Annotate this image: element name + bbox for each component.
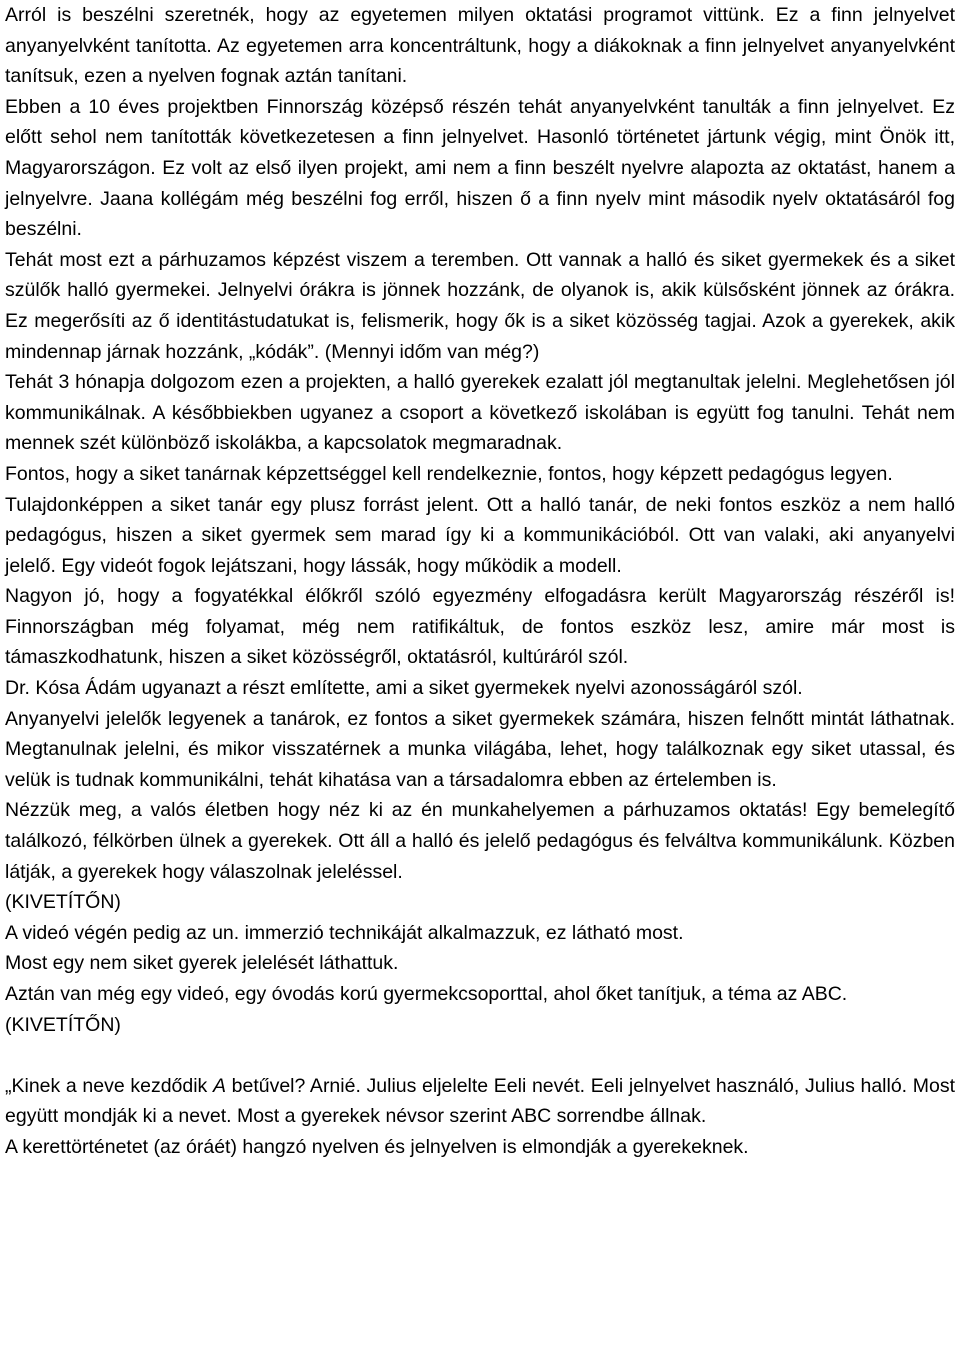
paragraph-closing: A kerettörténetet (az óráét) hangzó nyelven és jelnyelven is elmondják a gyerekeknek. [5, 1135, 749, 1158]
paragraph-quote [5, 1071, 955, 1132]
paragraph-immersion: A videó végén pedig az un. immerzió technikáját alkalmazzuk, ez látható most. [5, 921, 684, 944]
paragraph-projection-note-1: (KIVETÍTŐN) [5, 891, 121, 914]
paragraph-non-deaf-child: Most egy nem siket gyerek jelelését láthattuk. [5, 952, 399, 975]
paragraph-deaf-teacher-resource: Tulajdonképpen a siket tanár egy plusz forrást jelent. Ott a halló tanár, de neki fontos eszköz a nem halló pedagógus, hiszen a siket gyermek sem marad így ki a kommunikációból. Ott van valaki, aki anyanyelvi jelelő. Egy videót fogok lejátszani, hogy lássák, hogy működik a modell. [5, 493, 955, 577]
paragraph-another-video: Aztán van még egy videó, egy óvodás korú gyermekcsoporttal, ahol őket tanítjuk, a téma az ABC. [5, 983, 848, 1005]
paragraph-teacher-qualification: Fontos, hogy a siket tanárnak képzettséggel kell rendelkeznie, fontos, hogy képzett pedagógus legyen. [5, 462, 893, 485]
paragraph-ten-year-project: Ebben a 10 éves projektben Finnország középső részén tehát anyanyelvként tanulták a finn jelnyelvet. Ez előtt sehol nem tanították következetesen a finn jelnyelvet. Hasonló történetet jártunk végig, mint Önök itt, Magyarországon. Ez volt az első ilyen projekt, ami nem a finn beszélt nyelvre alapozta az oktatást, hanem a jelnyelvre. Jaana kollégám még beszélni fog erről, hiszen ő a finn nyelv mint második nyelv oktatásáról fog beszélni. [5, 95, 955, 241]
paragraph-native-signers: Anyanyelvi jelelők legyenek a tanárok, ez fontos a siket gyermekek számára, hiszen felnőtt mintát láthatnak. Megtanulnak jelelni, és mikor visszatérnek a munka világába, lehet, hogy találkoznak egy siket utassal, és velük is tudnak kommunikálni, tehát kihatása van a társadalomra ebben az értelemben is. [5, 707, 955, 791]
blank-line [5, 1040, 955, 1071]
paragraph-parallel-training: Tehát most ezt a párhuzamos képzést viszem a teremben. Ott vannak a halló és siket gyermekek és a siket szülők halló gyermekei. Jelnyelvi órákra is jönnek hozzánk, de olyanok is, akik külsősként jönnek az órákra. Ez megerősíti az ő identitástudatukat is, felismerik, hogy ők is a siket közösség tagjai. Azok a gyerekek, akik mindennap járnak hozzánk, „kódák”. (Mennyi időm van még?) [5, 248, 955, 363]
paragraph-real-life: Nézzük meg, a valós életben hogy néz ki az én munkahelyemen a párhuzamos oktatás! Egy bemelegítő találkozó, félkörben ülnek a gyerekek. Ott áll a halló és jelelő pedagógus és felváltva kommunikálunk. Közben látják, a gyerekek hogy válaszolnak jeleléssel. [5, 799, 955, 883]
paragraph-dr-kosa: Dr. Kósa Ádám ugyanazt a részt említette, ami a siket gyermekek nyelvi azonosságáról szól. [5, 677, 803, 700]
quote-text-start: „Kinek a neve kezdődik [5, 1074, 213, 1097]
paragraph-convention: Nagyon jó, hogy a fogyatékkal élőkről szóló egyezmény elfogadásra került Magyarország részéről is! Finnországban még folyamat, még nem ratifikáltuk, de fontos eszköz lesz, amire már most is támaszkodhatunk, hiszen a siket közösségről, oktatásról, kultúráról szól. [5, 585, 955, 669]
quote-letter: A [212, 1074, 226, 1097]
quote-text-end: betűvel? Arnié. Julius eljelelte Eeli nevét. Eeli jelnyelvet használó, Julius halló. Most együtt mondják ki a nevet. Most a gyerekek névsor szerint ABC sorrendbe állnak. [5, 1074, 955, 1128]
paragraph-projection-note-2: (KIVETÍTŐN) [5, 1013, 121, 1036]
paragraph-three-months: Tehát 3 hónapja dolgozom ezen a projekten, a halló gyerekek ezalatt jól megtanultak jelelni. Meglehetősen jól kommunikálnak. A későbbiekben ugyanez a csoport a következő iskolában is együtt fog tanulni. Tehát nem mennek szét különböző iskolákba, a kapcsolatok megmaradnak. [5, 371, 955, 455]
paragraph-university-program: Arról is beszélni szeretnék, hogy az egyetemen milyen oktatási programot vittünk. Ez a finn jelnyelvet anyanyelvként tanította. Az egyetemen arra koncentráltunk, hogy a diákoknak a finn jelnyelvet anyanyelvként tanítsuk, ezen a nyelven fognak aztán tanítani. [5, 4, 955, 88]
